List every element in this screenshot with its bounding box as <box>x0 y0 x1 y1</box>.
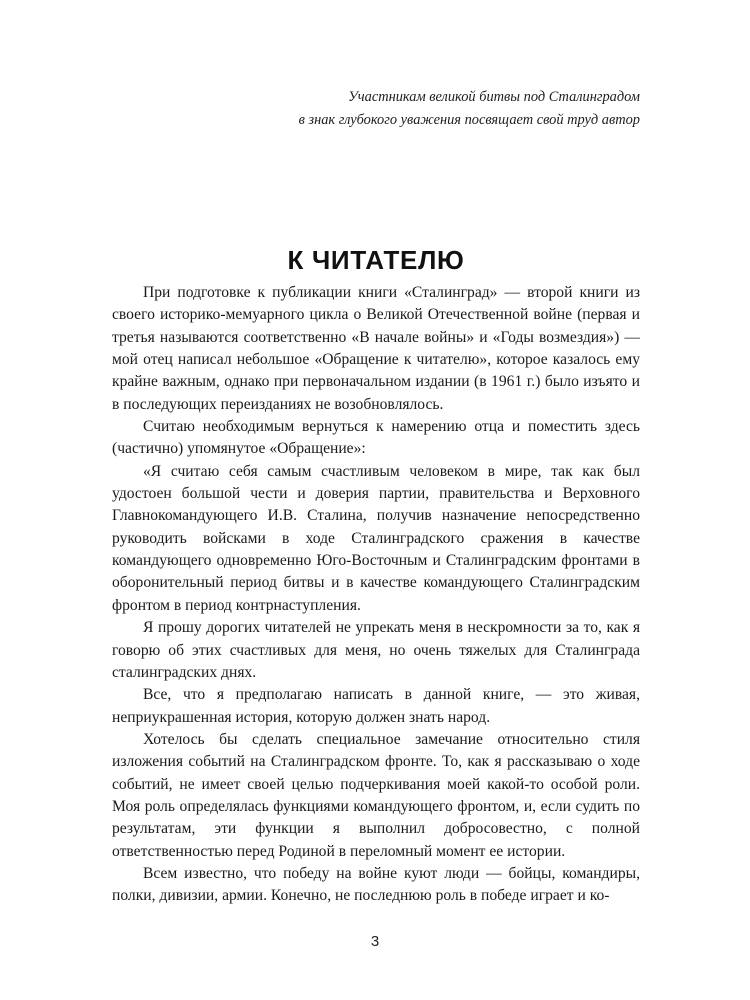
page-title: К ЧИТАТЕЛЮ <box>287 245 465 276</box>
paragraph-2: Считаю необходимым вернуться к намерению отца и поместить здесь (частично) упомянутое «Обращение»: <box>112 418 640 458</box>
body-text-block <box>112 282 640 908</box>
paragraph-5: Все, что я предполагаю написать в данной книге, — это живая, неприукрашенная история, которую должен знать народ. <box>112 686 640 726</box>
paragraph-6: Хотелось бы сделать специальное замечание относительно стиля изложения событий на Сталинградском фронте. То, как я рассказываю о ходе событий, не имеет своей целью подчеркивания моей какой-то особой роли. Моя роль определялась функциями командующего фронтом, и, если судить по результатам, эти функции я выполнил добросовестно, с полной ответственностью перед Родиной в переломный момент ее истории. <box>112 730 640 860</box>
paragraph-3-quote-open: «Я считаю себя самым счастливым человеком в мире, так как был удостоен большой чести и доверия партии, правительства и Верховного Главнокомандующего И.В. Сталина, получив назначение непосредственно руководить войсками в ходе Сталинградского сражения в качестве командующего одновременно Юго-Восточным и Сталинградским фронтами в оборонительный период битвы и в качестве командующего Сталинградским фронтом в период контрнаступления. <box>112 462 640 614</box>
paragraph-7: Всем известно, что победу на войне куют люди — бойцы, командиры, полки, дивизии, армии. Конечно, не последнюю роль в победе играет и ко- <box>112 864 640 905</box>
page-number: 3 <box>370 933 380 950</box>
epigraph-dedication <box>112 86 640 131</box>
epigraph-line-2: в знак глубокого уважения посвящает свой труд автор <box>298 111 640 128</box>
epigraph-line-1: Участникам великой битвы под Сталинградом <box>348 89 640 105</box>
paragraph-1: При подготовке к публикации книги «Сталинград» — второй книги из своего историко-мемуарного цикла о Великой Отечественной войне (первая и третья называются соответственно «В начале войны» и «Годы возмездия») — мой отец написал небольшое «Обращение к читателю», которое казалось ему крайне важным, однако при первоначальном издании (в 1961 г.) было изъято и в последующих переизданиях не возобновлялось. <box>112 284 640 413</box>
paragraph-4: Я прошу дорогих читателей не упрекать меня в нескромности за то, как я говорю об этих счастливых для меня, но очень тяжелых для Сталинграда сталинградских днях. <box>112 619 640 681</box>
